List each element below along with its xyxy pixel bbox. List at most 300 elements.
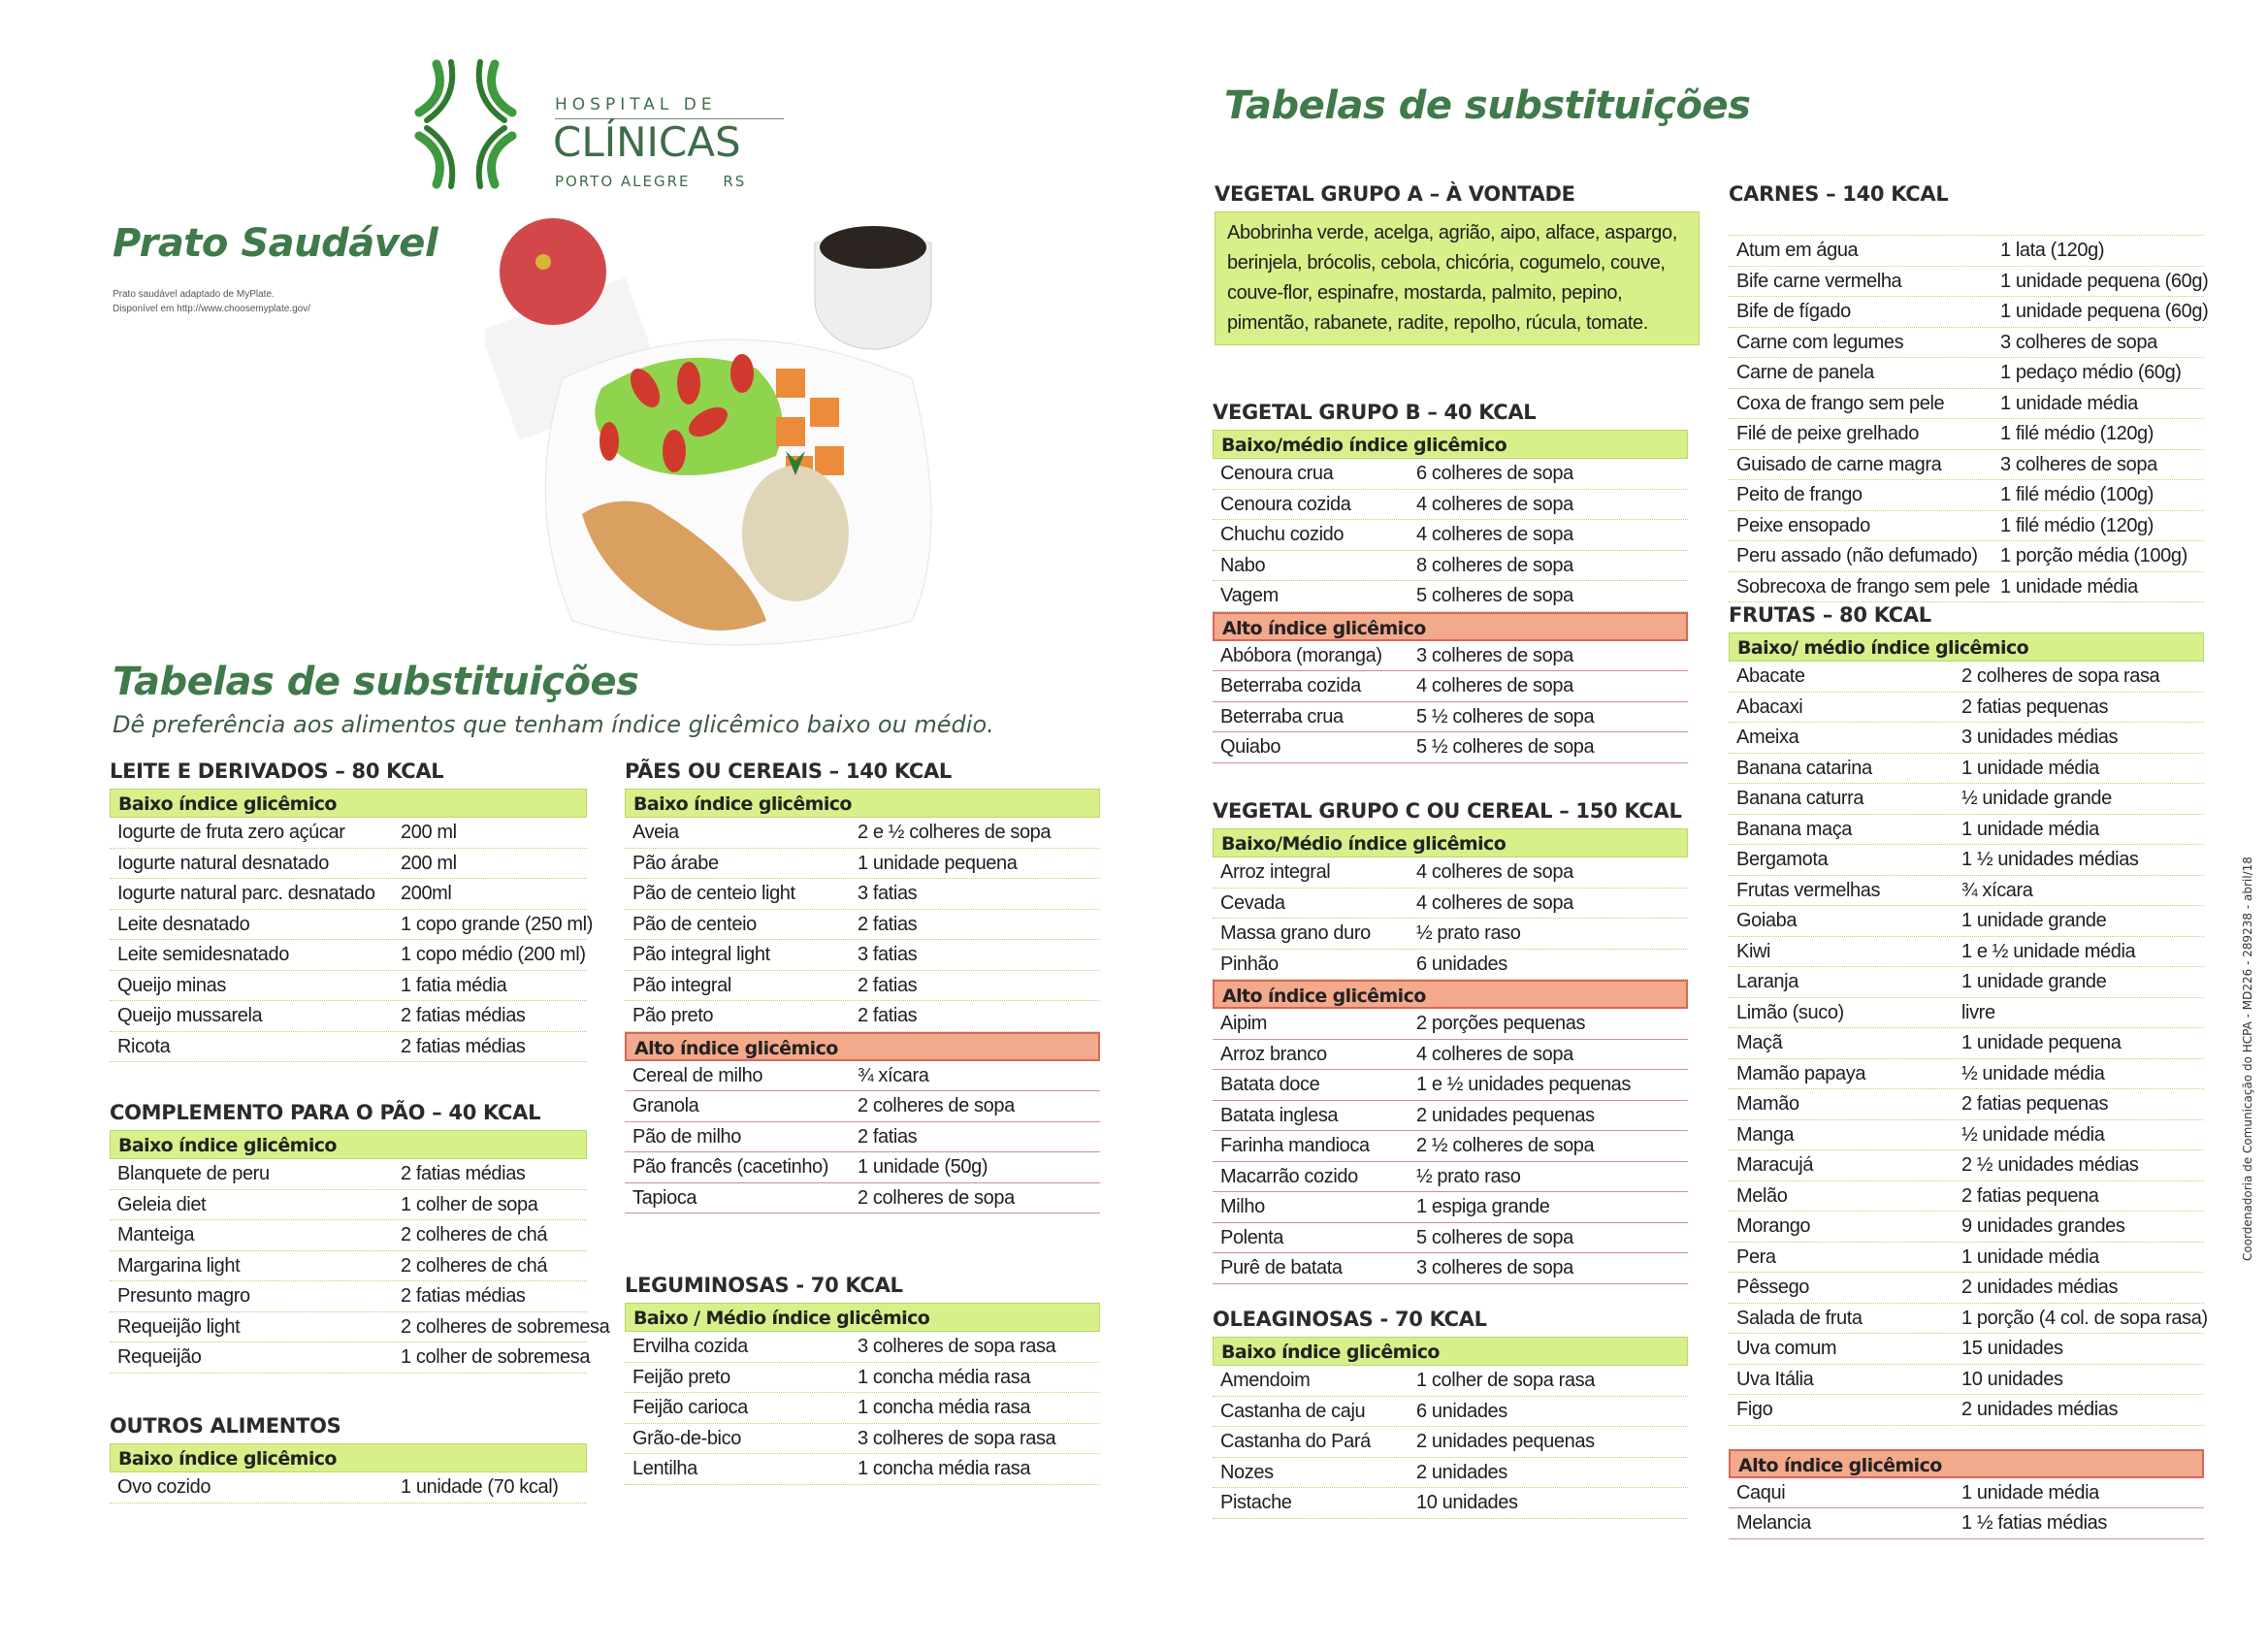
food-name: Polenta — [1220, 1226, 1284, 1248]
table-row — [110, 910, 593, 941]
food-name: Pinhão — [1220, 953, 1279, 975]
food-portion: 4 colheres de sopa — [1416, 891, 1573, 914]
image-credits — [113, 287, 310, 316]
table-row — [1729, 1334, 2204, 1365]
table-row — [1729, 419, 2204, 450]
food-portion: 4 colheres de sopa — [1416, 675, 1573, 696]
table-row — [1213, 1488, 1688, 1519]
low-glycemic-band: Baixo índice glicêmico — [1213, 1337, 1688, 1366]
food-portion: ¾ xícara — [858, 1064, 929, 1086]
low-glycemic-band: Baixo/ médio índice glicêmico — [1729, 632, 2204, 662]
food-portion: 1 unidade média — [2000, 575, 2138, 598]
food-portion: 3 fatias — [858, 883, 918, 904]
food-name: Cenoura cozida — [1220, 493, 1351, 515]
food-portion: 8 colheres de sopa — [1416, 554, 1573, 576]
food-name: Manteiga — [117, 1224, 195, 1245]
food-name: Arroz integral — [1220, 861, 1331, 883]
table-row — [625, 849, 1100, 880]
food-portion: 200 ml — [401, 822, 457, 843]
right-section-title: Tabelas de substituições — [1224, 83, 1751, 128]
food-name: Salada de fruta — [1736, 1307, 1863, 1329]
table-row — [1729, 389, 2204, 420]
food-name: Pão preto — [632, 1005, 714, 1026]
food-name: Melancia — [1736, 1512, 1811, 1534]
table-row — [1729, 998, 2204, 1029]
food-portion: 2 colheres de sopa — [858, 1095, 1015, 1116]
food-portion: 2 ½ unidades médias — [1961, 1154, 2139, 1176]
food-name: Banana catarina — [1736, 757, 1872, 779]
food-name: Morango — [1736, 1215, 1811, 1237]
table-row — [625, 1061, 1100, 1092]
plate-illustration-icon — [485, 213, 989, 660]
table-row — [110, 1001, 587, 1032]
food-name: Batata inglesa — [1220, 1104, 1339, 1126]
low-glycemic-band: Baixo/Médio índice glicêmico — [1213, 828, 1688, 857]
table-row — [625, 940, 1100, 971]
credit-line-2: Disponível em http://www.choosemyplate.gov/ — [113, 304, 310, 314]
table-row — [625, 971, 1100, 1002]
footer-credits-vertical: Coordenadoria de Comunicação do HCPA - MD226 - 289238 - abril/18 — [2241, 857, 2254, 1261]
food-portion: 1 porção média (100g) — [2000, 545, 2187, 566]
food-portion: 3 unidades médias — [1961, 727, 2119, 748]
food-portion: 1 colher de sopa rasa — [1416, 1370, 1595, 1391]
food-name: Banana maça — [1736, 818, 1853, 840]
table-row — [1729, 845, 2204, 876]
food-portion: 4 colheres de sopa — [1416, 524, 1573, 545]
food-portion: 10 unidades — [1961, 1368, 2063, 1390]
food-portion: 3 colheres de sopa — [2000, 331, 2157, 353]
food-portion: 1 unidade grande — [1961, 971, 2107, 992]
table-row — [1213, 641, 1688, 672]
table-row — [625, 1001, 1100, 1032]
table-row — [625, 879, 1100, 910]
table-row — [110, 818, 587, 849]
food-portion: 2 e ½ colheres de sopa — [858, 822, 1052, 843]
table-row — [1729, 1478, 2204, 1509]
table-outros — [110, 1414, 587, 1504]
table-row — [625, 1393, 1100, 1424]
food-name: Quiabo — [1220, 736, 1281, 758]
food-portion: 1 copo grande (250 ml) — [401, 913, 593, 935]
food-name: Ervilha cozida — [632, 1336, 748, 1357]
table-leite — [110, 760, 593, 1062]
food-name: Bife de fígado — [1736, 301, 1851, 322]
table-row — [1729, 967, 2204, 998]
table-row — [1729, 876, 2204, 907]
food-portion: 1 filé médio (120g) — [2000, 514, 2155, 536]
food-name: Carne de panela — [1736, 362, 1874, 383]
food-portion: 1 unidade (50g) — [858, 1156, 988, 1178]
table-row — [1213, 1253, 1688, 1284]
food-name: Pão de centeio light — [632, 883, 795, 904]
food-name: Ameixa — [1736, 727, 1799, 748]
table-row — [110, 940, 587, 971]
high-glycemic-band: Alto índice glicêmico — [1729, 1449, 2204, 1478]
food-name: Requeijão — [117, 1346, 202, 1368]
food-name: Pão francês (cacetinho) — [632, 1156, 829, 1178]
low-glycemic-band: Baixo índice glicêmico — [110, 789, 587, 818]
food-portion: 1 concha média rasa — [858, 1458, 1031, 1479]
food-name: Pão de centeio — [632, 913, 757, 935]
table-row — [1213, 551, 1688, 582]
food-name: Castanha de caju — [1220, 1400, 1366, 1422]
food-name: Mamão — [1736, 1093, 1799, 1115]
table-row — [1213, 1223, 1688, 1254]
table-row — [1729, 1089, 2204, 1120]
table-row — [1213, 490, 1688, 521]
food-name: Figo — [1736, 1399, 1773, 1420]
food-portion: 1 colher de sopa — [401, 1193, 538, 1215]
food-name: Uva comum — [1736, 1338, 1837, 1359]
food-portion: 1 filé médio (100g) — [2000, 484, 2155, 505]
food-name: Peito de frango — [1736, 484, 1863, 505]
logo-line1: HOSPITAL DE — [555, 95, 717, 114]
food-portion: ½ unidade média — [1961, 1062, 2105, 1084]
food-portion: 1 concha média rasa — [858, 1397, 1031, 1418]
food-name: Manga — [1736, 1123, 1795, 1146]
food-portion: 2 fatias — [858, 974, 918, 996]
table-row — [625, 818, 1100, 849]
food-name: Margarina light — [117, 1254, 241, 1277]
table-row — [1213, 520, 1688, 551]
food-portion: 2 fatias pequena — [1961, 1184, 2099, 1207]
table-row — [1213, 1040, 1688, 1071]
food-name: Farinha mandioca — [1220, 1135, 1370, 1156]
table-row — [1213, 1070, 1688, 1101]
table-row — [1213, 950, 1688, 981]
food-name: Batata doce — [1220, 1074, 1320, 1095]
food-name: Mamão papaya — [1736, 1062, 1866, 1084]
table-row — [110, 1342, 591, 1374]
table-row — [1729, 784, 2204, 815]
food-name: Iogurte de fruta zero açúcar — [117, 822, 345, 843]
table-row — [110, 1251, 587, 1282]
food-portion: 2 unidades pequenas — [1416, 1431, 1595, 1452]
food-portion: ½ unidade grande — [1961, 788, 2112, 809]
food-portion: 1 concha média rasa — [858, 1366, 1031, 1388]
food-name: Aipim — [1220, 1013, 1268, 1034]
table-row — [1729, 1181, 2204, 1212]
food-portion: 5 ½ colheres de sopa — [1416, 736, 1595, 758]
food-portion: 1 lata (120g) — [2000, 240, 2105, 261]
food-name: Iogurte natural parc. desnatado — [117, 883, 375, 904]
high-glycemic-band: Alto índice glicêmico — [1213, 980, 1688, 1009]
food-name: Maracujá — [1736, 1154, 1814, 1176]
food-portion: 2 colheres de sopa — [858, 1186, 1015, 1209]
food-portion: livre — [1961, 1001, 1995, 1023]
logo-line2: CLÍNICAS — [553, 118, 741, 166]
food-name: Guisado de carne magra — [1736, 453, 1942, 475]
food-name: Blanquete de peru — [117, 1163, 270, 1184]
outros-title: OUTROS ALIMENTOS — [110, 1414, 341, 1438]
food-name: Queijo minas — [117, 974, 226, 996]
table-paes — [625, 760, 1100, 1213]
table-row — [625, 1363, 1100, 1394]
vegetal-b-title: VEGETAL GRUPO B – 40 KCAL — [1213, 401, 1537, 424]
table-row — [1213, 919, 1688, 950]
food-name: Goiaba — [1736, 910, 1798, 931]
food-portion: 2 unidades pequenas — [1416, 1104, 1595, 1126]
food-name: Nabo — [1220, 554, 1266, 576]
food-name: Massa grano duro — [1220, 922, 1371, 944]
food-name: Abacaxi — [1736, 695, 1803, 718]
table-row — [110, 1472, 587, 1504]
left-section-title: Tabelas de substituições — [113, 660, 639, 704]
food-portion: 1 filé médio (120g) — [2000, 423, 2155, 444]
table-row — [110, 971, 587, 1002]
food-portion: 1 e ½ unidades pequenas — [1416, 1074, 1631, 1095]
table-row — [1213, 732, 1688, 763]
low-glycemic-band: Baixo índice glicêmico — [110, 1443, 587, 1472]
food-portion: 2 unidades médias — [1961, 1277, 2119, 1298]
food-portion: 3 fatias — [858, 944, 918, 965]
food-name: Carne com legumes — [1736, 331, 1904, 353]
food-name: Leite desnatado — [117, 913, 250, 935]
food-portion: 6 colheres de sopa — [1416, 463, 1573, 484]
table-row — [1213, 581, 1688, 612]
food-name: Pão árabe — [632, 852, 719, 874]
food-name: Macarrão cozido — [1220, 1165, 1358, 1187]
food-portion: 200 ml — [401, 852, 457, 874]
table-complemento — [110, 1101, 610, 1374]
table-row — [1729, 480, 2204, 511]
food-portion: ¾ xícara — [1961, 879, 2033, 901]
food-name: Chuchu cozido — [1220, 524, 1345, 545]
food-portion: 1 unidade média — [1961, 757, 2099, 779]
table-row — [1213, 1427, 1688, 1458]
food-portion: 3 colheres de sopa rasa — [858, 1427, 1056, 1449]
healthy-plate-photo — [485, 213, 989, 660]
table-row — [110, 1032, 587, 1063]
low-glycemic-band: Baixo índice glicêmico — [625, 789, 1100, 818]
food-portion: 2 fatias — [858, 1125, 918, 1148]
table-row — [1729, 572, 2204, 603]
table-row — [625, 1122, 1100, 1153]
table-row — [625, 1152, 1100, 1183]
food-name: Queijo mussarela — [117, 1005, 263, 1026]
food-portion: 15 unidades — [1961, 1338, 2063, 1359]
food-portion: 10 unidades — [1416, 1492, 1518, 1513]
food-portion: 1 unidade média — [1961, 1245, 2099, 1268]
table-row — [1729, 236, 2204, 267]
food-name: Maçã — [1736, 1032, 1783, 1053]
food-name: Iogurte natural desnatado — [117, 852, 329, 874]
food-portion: 1 ½ unidades médias — [1961, 849, 2139, 870]
food-name: Banana caturra — [1736, 788, 1864, 809]
table-row — [1729, 1059, 2204, 1090]
table-row — [1729, 1028, 2204, 1059]
food-portion: 2 unidades médias — [1961, 1399, 2119, 1420]
high-glycemic-band: Alto índice glicêmico — [625, 1032, 1100, 1061]
hospital-logo — [398, 56, 786, 202]
food-portion: 2 fatias pequenas — [1961, 1093, 2109, 1115]
food-name: Atum em água — [1736, 240, 1859, 261]
food-portion: 1 unidade pequena (60g) — [2000, 270, 2209, 292]
food-portion: 1 copo médio (200 ml) — [401, 944, 586, 965]
food-portion: 1 pedaço médio (60g) — [2000, 362, 2182, 383]
table-row — [110, 1220, 587, 1251]
food-portion: 6 unidades — [1416, 1400, 1507, 1422]
table-row — [1729, 358, 2204, 389]
paes-title: PÃES OU CEREAIS – 140 KCAL — [625, 760, 953, 783]
food-name: Feijão carioca — [632, 1397, 748, 1418]
food-portion: 4 colheres de sopa — [1416, 861, 1573, 883]
table-row — [1729, 1243, 2204, 1274]
food-portion: 2 fatias pequenas — [1961, 695, 2109, 718]
food-name: Pêssego — [1736, 1277, 1810, 1298]
food-portion: 2 porções pequenas — [1416, 1013, 1586, 1034]
food-name: Arroz branco — [1220, 1043, 1327, 1065]
food-name: Lentilha — [632, 1458, 697, 1479]
table-row — [1213, 1009, 1688, 1040]
food-portion: ½ unidade média — [1961, 1123, 2105, 1146]
food-portion: 2 ½ colheres de sopa — [1416, 1135, 1595, 1156]
table-row — [1213, 1162, 1688, 1193]
low-glycemic-band: Baixo índice glicêmico — [110, 1130, 587, 1159]
intro-text: Dê preferência aos alimentos que tenham índice glicêmico baixo ou médio. — [113, 711, 994, 738]
food-name: Caqui — [1736, 1481, 1786, 1504]
food-portion: 1 unidade (70 kcal) — [401, 1476, 559, 1498]
food-portion: 5 colheres de sopa — [1416, 585, 1573, 606]
food-portion: 1 ½ fatias médias — [1961, 1512, 2107, 1534]
food-name: Kiwi — [1736, 940, 1771, 962]
table-row — [1729, 1273, 2204, 1304]
food-name: Pão integral — [632, 974, 731, 996]
table-row — [1729, 450, 2204, 481]
food-name: Abacate — [1736, 665, 1805, 687]
food-name: Sobrecoxa de frango sem pele — [1736, 575, 1991, 598]
table-row — [1213, 1397, 1688, 1428]
food-name: Pistache — [1220, 1492, 1292, 1513]
oleaginosas-title: OLEAGINOSAS - 70 KCAL — [1213, 1308, 1487, 1331]
food-name: Leite semidesnatado — [117, 944, 289, 965]
food-portion: 1 fatia média — [401, 974, 507, 996]
food-name: Aveia — [632, 822, 679, 843]
food-portion: 1 e ½ unidade média — [1961, 940, 2136, 962]
table-row — [1213, 459, 1688, 490]
table-row — [1213, 702, 1688, 733]
food-name: Melão — [1736, 1184, 1788, 1207]
table-row — [1729, 693, 2204, 724]
food-portion: 1 unidade pequena — [1961, 1032, 2122, 1053]
food-name: Requeijão light — [117, 1315, 241, 1338]
food-portion: 1 unidade média — [1961, 818, 2099, 840]
food-name: Filé de peixe grelhado — [1736, 423, 1919, 444]
table-row — [625, 1332, 1100, 1363]
table-row — [1213, 889, 1688, 920]
table-row — [1729, 328, 2204, 359]
food-portion: 9 unidades grandes — [1961, 1215, 2125, 1237]
table-row — [1729, 754, 2204, 785]
table-row — [1729, 1395, 2204, 1426]
food-portion: 1 espiga grande — [1416, 1196, 1550, 1217]
food-name: Pão de milho — [632, 1125, 741, 1148]
food-portion: 4 colheres de sopa — [1416, 1043, 1573, 1065]
table-row — [1729, 267, 2209, 298]
table-row — [1729, 1150, 2204, 1181]
food-name: Bife carne vermelha — [1736, 270, 1902, 292]
table-row — [1729, 1304, 2208, 1335]
food-name: Grão-de-bico — [632, 1427, 741, 1449]
table-top-rule — [1729, 211, 2204, 236]
food-name: Nozes — [1220, 1461, 1274, 1483]
table-row — [1213, 1366, 1688, 1397]
table-row — [1213, 857, 1688, 889]
food-portion: 2 colheres de sopa rasa — [1961, 665, 2160, 687]
food-portion: 3 colheres de sopa — [1416, 644, 1573, 666]
table-row — [1729, 937, 2204, 968]
vegetal-a-title: VEGETAL GRUPO A – À VONTADE — [1215, 182, 1575, 206]
food-name: Feijão preto — [632, 1366, 730, 1388]
frutas-title: FRUTAS – 80 KCAL — [1729, 603, 1931, 627]
food-portion: 5 ½ colheres de sopa — [1416, 705, 1595, 728]
food-name: Ovo cozido — [117, 1476, 211, 1498]
food-portion: 1 unidade média — [2000, 392, 2138, 414]
hospital-cross-logo-icon — [398, 56, 534, 192]
food-name: Castanha do Pará — [1220, 1431, 1371, 1452]
food-name: Ricota — [117, 1035, 171, 1057]
table-oleaginosas — [1213, 1308, 1688, 1519]
table-vegetal-a — [1215, 182, 1700, 345]
food-portion: 2 fatias — [858, 913, 918, 935]
food-name: Beterraba crua — [1220, 705, 1344, 728]
table-row — [1729, 906, 2204, 937]
table-row — [110, 1281, 587, 1312]
food-portion: 1 unidade média — [1961, 1481, 2099, 1504]
food-portion: 2 colheres de chá — [401, 1254, 548, 1277]
table-row — [1213, 1101, 1688, 1132]
food-name: Uva Itália — [1736, 1368, 1814, 1390]
table-row — [110, 1190, 587, 1221]
table-vegetal-b — [1213, 401, 1688, 763]
food-name: Laranja — [1736, 971, 1798, 992]
food-name: Vagem — [1220, 585, 1279, 606]
table-row — [110, 1159, 587, 1190]
food-portion: 2 fatias médias — [401, 1005, 526, 1026]
food-name: Coxa de frango sem pele — [1736, 392, 1945, 414]
food-portion: 2 unidades — [1416, 1461, 1507, 1483]
table-row — [1213, 1192, 1688, 1223]
food-portion: 1 unidade grande — [1961, 910, 2107, 931]
table-row — [1729, 1212, 2204, 1243]
food-name: Tapioca — [632, 1186, 697, 1209]
low-glycemic-band: Baixo/médio índice glicêmico — [1213, 430, 1688, 459]
food-portion: 3 colheres de sopa — [1416, 1257, 1573, 1278]
food-portion: 2 fatias médias — [401, 1285, 526, 1307]
table-row — [625, 1424, 1100, 1455]
food-portion: 6 unidades — [1416, 953, 1507, 975]
table-row — [110, 1312, 610, 1343]
table-row — [1729, 1508, 2204, 1539]
table-frutas — [1729, 603, 2208, 1539]
food-name: Cevada — [1220, 891, 1285, 914]
table-leguminosas — [625, 1274, 1100, 1485]
high-glycemic-band: Alto índice glicêmico — [1213, 612, 1688, 641]
food-name: Peru assado (não defumado) — [1736, 545, 1978, 566]
table-row — [1729, 723, 2204, 754]
table-row — [625, 1183, 1100, 1214]
food-name: Amendoim — [1220, 1370, 1311, 1391]
food-portion: ½ prato raso — [1416, 922, 1521, 944]
food-portion: 4 colheres de sopa — [1416, 493, 1573, 515]
table-row — [625, 1454, 1100, 1485]
table-row — [1729, 662, 2204, 693]
leguminosas-title: LEGUMINOSAS - 70 KCAL — [625, 1274, 903, 1297]
table-row — [110, 849, 587, 880]
table-row — [1213, 1131, 1688, 1162]
food-portion: 1 unidade pequena (60g) — [2000, 301, 2209, 322]
food-name: Peixe ensopado — [1736, 514, 1870, 536]
